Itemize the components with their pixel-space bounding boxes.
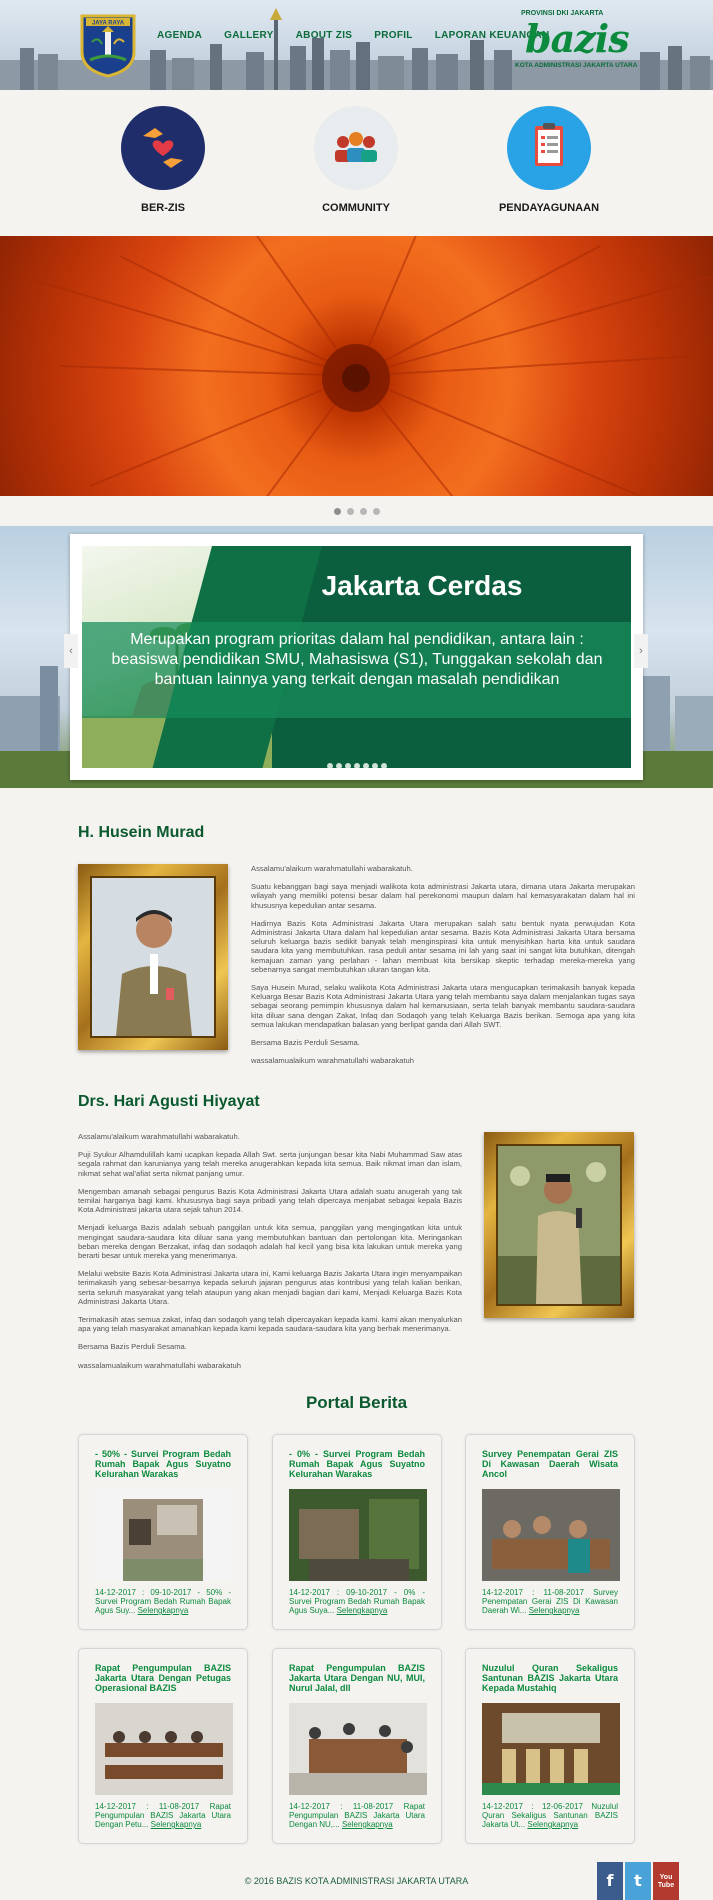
people-icon: [314, 106, 398, 190]
news-title[interactable]: Rapat Pengumpulan BAZIS Jakarta Utara Dengan NU, MUI, Nurul Jalal, dll: [289, 1663, 425, 1693]
feature-ber-zis[interactable]: [103, 106, 223, 214]
walikota-name: H. Husein Murad: [78, 824, 205, 841]
news-read-more-link[interactable]: Selengkapnya: [137, 1606, 189, 1615]
program-slide: [70, 534, 643, 780]
nav-about-zis[interactable]: ABOUT ZIS: [295, 30, 353, 41]
program-dot[interactable]: [336, 763, 342, 768]
feature-icons-section: [0, 90, 713, 236]
youtube-icon-label: You Tube: [657, 1874, 675, 1889]
bazis-logo-city: KOTA ADMINISTRASI JAKARTA UTARA: [515, 62, 638, 69]
nav-gallery[interactable]: GALLERY: [224, 30, 274, 41]
walikota-paragraph: Assalamu'alaikum warahmatullahi wabarakatuh.: [251, 864, 413, 873]
twitter-icon[interactable]: [625, 1862, 651, 1900]
wakil-paragraph: Bersama Bazis Perduli Sesama.: [78, 1342, 187, 1352]
hero-banner-image: [0, 236, 713, 496]
slider-prev-arrow[interactable]: ‹: [64, 634, 78, 668]
nav-laporan-keuangan[interactable]: LAPORAN KEUANGAN: [434, 30, 550, 41]
wakil-message: [78, 1132, 462, 1379]
bazis-logo-province: PROVINSI DKI JAKARTA: [521, 10, 604, 17]
news-title[interactable]: Rapat Pengumpulan BAZIS Jakarta Utara Dengan Petugas Operasional BAZIS: [95, 1663, 231, 1693]
news-read-more-link[interactable]: Selengkapnya: [527, 1820, 579, 1829]
dki-jakarta-emblem-logo[interactable]: [78, 12, 138, 78]
walikota-photo: [90, 876, 216, 1038]
site-header: [0, 0, 713, 90]
news-read-more-link[interactable]: Selengkapnya: [150, 1820, 202, 1829]
hero-carousel-dots: [0, 502, 713, 520]
news-image[interactable]: [289, 1489, 427, 1581]
news-summary: 14-12-2017 : 09-10-2017 - 0% - Survei Program Bedah Rumah Bapak Agus Suya...: [289, 1588, 425, 1615]
program-title: Jakarta Cerdas: [321, 570, 523, 601]
facebook-icon[interactable]: [597, 1862, 623, 1900]
news-summary: 14-12-2017 : 09-10-2017 - 50% - Survei Program Bedah Rumah Bapak Agus Suy...: [95, 1588, 231, 1615]
walikota-photo-frame: [78, 864, 228, 1050]
program-slider-section: [0, 526, 713, 788]
news-image[interactable]: [95, 1703, 233, 1795]
twitter-icon-label: t: [634, 1871, 642, 1890]
news-meta: [289, 1802, 425, 1829]
news-image[interactable]: [482, 1489, 620, 1581]
wakil-paragraph: Terimakasih atas semua zakat, infaq dan sodaqoh yang telah dipercayakan kepada kami. kami akan menyalurkan apa yang telah masyarakat amanahkan kepada kami kepada saudara-saudara kita yang berhak menerimanya.: [78, 1315, 462, 1334]
news-summary: 14-12-2017 : 12-06-2017 Nuzulul Quran Sekaligus Santunan BAZIS Jakarta Ut...: [482, 1802, 618, 1829]
news-meta: [482, 1588, 618, 1615]
nav-profil[interactable]: PROFIL: [374, 30, 413, 41]
news-card[interactable]: [272, 1648, 442, 1844]
clipboard-icon: [507, 106, 591, 190]
news-title[interactable]: - 50% - Survei Program Bedah Rumah Bapak Agus Suyatno Kelurahan Warakas: [95, 1449, 231, 1479]
news-card[interactable]: [78, 1434, 248, 1630]
news-section-title: Portal Berita: [305, 1393, 408, 1412]
walikota-paragraph: Hadirnya Bazis Kota Administrasi Jakarta Utara merupakan salah satu bentuk nyata perwujudan Kota Administrasi Jakarta Utara dalam hal kepedulian antar sesama. Bazis Kota Administrasi Jakarta Utara bersama seluruh keluarga bazis sedikit banyak telah menginspirasi kita untuk menyisihkan harta kita untuk saudara saudara kita yang membutuhkan. rasa peduli antar sesama ini lah yang saat ini sangat kita butuhkan, ditengah kemajuan zaman yang perlahan - lahan membuat kita bersikap skeptic terhadap mereka-mereka yang sebenarnya sangat membutuhkan uluran tangan kita.: [251, 918, 635, 974]
news-meta: [95, 1588, 231, 1615]
news-read-more-link[interactable]: Selengkapnya: [341, 1820, 393, 1829]
news-summary: 14-12-2017 : 11-08-2017 Rapat Pengumpulan BAZIS Jakarta Utara Dengan Petu...: [95, 1802, 231, 1829]
news-meta: [289, 1588, 425, 1615]
wakil-paragraph: Puji Syukur Alhamdulillah kami ucapkan kepada Allah Swt. serta junjungan besar kita Nabi Muhammad Saw atas segala rahmat dan karunianya yang telah mereka anugerahkan kepada kita semua. Baik nikmat iman dan islam, nikmat sehat wal'afiat serta nikmat panjang umur.: [78, 1150, 462, 1178]
feature-community-label: COMMUNITY: [322, 202, 390, 214]
main-nav: [157, 30, 550, 41]
walikota-message: [251, 864, 635, 1074]
wakil-paragraph: Menjadi keluarga Bazis adalah sebuah panggilan untuk kita semua, panggilan yang mengingatkan kita untuk mengingat saudara-saudara kita diluar sana yang membutuhkan bantuan dan pertolongan kita. Meringankan beban mereka dengan Berzakat, infaq dan sodaqoh adalah hal kecil yang bisa kita lakukan untuk mereka yang berarti besar untuk mereka yang menerimanya.: [78, 1223, 462, 1261]
program-description: Merupakan program prioritas dalam hal pendidikan, antara lain : beasiswa pendidikan SMU, Mahasiswa (S1), Tunggakan sekolah dan bantuan lainnya yang terkait dengan masalah pendidikan: [111, 631, 603, 688]
news-meta: [482, 1802, 618, 1829]
wakil-paragraph: Assalamu'alaikum warahmatullahi wabarakatuh.: [78, 1132, 240, 1141]
news-title[interactable]: - 0% - Survei Program Bedah Rumah Bapak Agus Suyatno Kelurahan Warakas: [289, 1449, 425, 1479]
feature-pendayagunaan-label: PENDAYAGUNAAN: [498, 202, 600, 214]
hero-dot-2[interactable]: [347, 508, 354, 515]
news-read-more-link[interactable]: Selengkapnya: [336, 1606, 388, 1615]
wakil-paragraph: Melalui website Bazis Kota Administrasi Jakarta utara ini, Kami keluarga Bazis Jakarta Utara ingin menyampaikan terimakasih yang sebesar-besarnya kepada seluruh jajaran pengurus atas kontribusi yang telah kalian berikan, serta seluruh masyarakat yang telah ataupun yang akan menjadi bagian dari kami, Menjadi Keluarga Bazis Kota Administrasi Jakarta Utara.: [78, 1269, 462, 1306]
news-image[interactable]: [95, 1489, 233, 1581]
news-summary: 14-12-2017 : 11-08-2017 Survey Penempatan Gerai ZIS Di Kawasan Daerah Wi...: [482, 1588, 618, 1615]
news-card[interactable]: [78, 1648, 248, 1844]
facebook-icon-label: f: [606, 1871, 614, 1890]
news-summary: 14-12-2017 : 11-08-2017 Rapat Pengumpulan BAZIS Jakarta Utara Dengan NU,...: [289, 1802, 425, 1829]
hero-dot-4[interactable]: [373, 508, 380, 515]
wakil-paragraph: Mengemban amanah sebagai pengurus Bazis Kota Administrasi Jakarta Utara adalah suatu anugerah yang tak ternilai harganya bagi kami. khususnya bagi saya pribadi yang telah dipercaya menjabat sebagai kepala Bazis Kota Administrasi jakarta utara sejak tahun 2014.: [78, 1186, 462, 1215]
feature-pendayagunaan[interactable]: [489, 106, 609, 214]
site-footer: [0, 1862, 713, 1900]
hero-dot-1[interactable]: [334, 508, 341, 515]
program-dot[interactable]: [354, 763, 360, 768]
walikota-paragraph: Bersama Bazis Perduli Sesama.: [251, 1038, 360, 1048]
news-image[interactable]: [289, 1703, 427, 1795]
news-read-more-link[interactable]: Selengkapnya: [528, 1606, 580, 1615]
program-slide-card: [82, 546, 631, 768]
news-card[interactable]: [465, 1434, 635, 1630]
wakil-photo-frame: [484, 1132, 634, 1318]
walikota-paragraph: wassalamualaikum warahmatullahi wabarakatuh: [251, 1056, 414, 1066]
program-dot[interactable]: [345, 763, 351, 768]
nav-agenda[interactable]: AGENDA: [157, 30, 203, 41]
walikota-paragraph: Suatu kebanggan bagi saya menjadi walikota kota administrasi Jakarta utara, dimana utara Jakarta merupakan wilayah yang memiliki potensi besar dalam hal perekonomi maupun dalam hal kemasyarakatan dalam hal ini khususnya kepedulian antar sesama.: [251, 882, 635, 910]
wakil-paragraph: wassalamualaikum warahmatullahi wabarakatuh: [78, 1360, 241, 1370]
news-meta: [95, 1802, 231, 1829]
feature-community[interactable]: [296, 106, 416, 214]
feature-ber-zis-label: BER-ZIS: [141, 202, 185, 214]
slider-next-arrow[interactable]: ›: [634, 634, 648, 668]
youtube-icon[interactable]: [653, 1862, 679, 1900]
wakil-name: Drs. Hari Agusti Hiyayat: [78, 1093, 260, 1110]
hero-dot-3[interactable]: [360, 508, 367, 515]
program-dot[interactable]: [372, 763, 378, 768]
news-card[interactable]: [465, 1648, 635, 1844]
bazis-logo[interactable]: [515, 10, 638, 76]
news-title[interactable]: Survey Penempatan Gerai ZIS Di Kawasan Daerah Wisata Ancol: [482, 1449, 618, 1479]
program-dot[interactable]: [381, 763, 387, 768]
wakil-photo: [496, 1144, 622, 1306]
news-image[interactable]: [482, 1703, 620, 1795]
walikota-paragraph: Saya Husein Murad, selaku walikota Kota Administrasi Jakarta utara mengucapkan terimakasih banyak kepada Keluarga Besar Bazis Kota Administrasi Jakarta Utara yang telah membantu saya dalam menjalankan tugas saya sebagai seorang pemimpin khususnya dalam hal kemanusiaan, serta telah banyak membantu saudara-saudara kita diluar sana dengan Zakat, Infaq dan Sodaqoh yang telah Keluarga Bazis berikan. Semoga apa yang kita semua lakukan mendapatkan balasan yang berlipat ganda dari Allah SWT.: [251, 983, 635, 1029]
svg-text:JAYA RAYA: JAYA RAYA: [91, 20, 125, 27]
footer-copyright: © 2016 BAZIS KOTA ADMINISTRASI JAKARTA UTARA: [244, 1876, 469, 1886]
program-dot[interactable]: [327, 763, 333, 768]
news-title[interactable]: Nuzulul Quran Sekaligus Santunan BAZIS Jakarta Utara Kepada Mustahiq: [482, 1663, 618, 1693]
bazis-logo-word: bazis: [525, 16, 629, 61]
program-slide-dots: [82, 756, 631, 768]
news-card[interactable]: [272, 1434, 442, 1630]
program-dot[interactable]: [363, 763, 369, 768]
hands-heart-icon: [121, 106, 205, 190]
